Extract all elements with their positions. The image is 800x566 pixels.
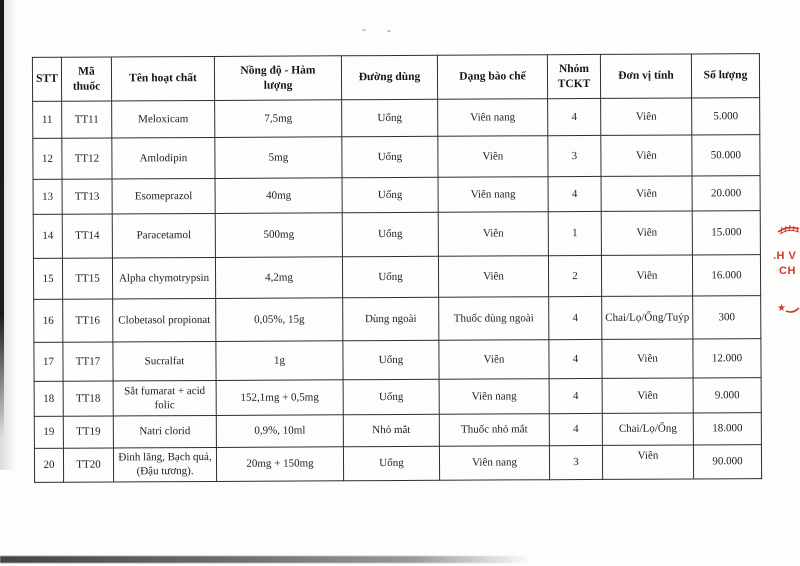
table-cell: Dùng ngoài xyxy=(343,297,439,341)
table-cell: 4 xyxy=(548,176,601,211)
table-cell: Uống xyxy=(343,379,439,415)
table-cell: Viên xyxy=(439,340,549,380)
table-cell: Uống xyxy=(342,212,438,257)
scan-edge-strip-bottom xyxy=(0,556,532,563)
table-cell: 90.000 xyxy=(693,445,761,479)
table-cell: Esomeprazol xyxy=(112,178,215,214)
table-cell: 14 xyxy=(33,214,62,258)
table-cell: 7,5mg xyxy=(215,100,342,138)
drug-table-container xyxy=(32,53,761,482)
table-cell: Amlodipin xyxy=(112,137,215,179)
table-cell: Clobetasol propionat xyxy=(113,298,216,342)
table-cell: Viên xyxy=(438,256,548,298)
table-cell: 0,05%, 15g xyxy=(216,298,343,342)
official-stamp-fragment xyxy=(771,220,800,320)
table-cell: 1 xyxy=(548,211,601,255)
column-header: Dạng bào chế xyxy=(437,55,547,100)
table-cell: 15.000 xyxy=(692,211,760,255)
table-cell: Viên nang xyxy=(438,177,548,213)
table-cell: Viên nang xyxy=(439,379,549,415)
table-cell: Natri clorid xyxy=(113,415,216,448)
table-row xyxy=(33,98,760,139)
drug-table xyxy=(32,53,762,482)
table-row xyxy=(34,378,761,417)
table-cell: 4 xyxy=(549,413,602,445)
table-cell: 16 xyxy=(34,299,63,342)
table-cell: Thuốc nhỏ mắt xyxy=(439,414,549,447)
table-cell: Uống xyxy=(342,256,438,298)
table-cell: TT15 xyxy=(62,258,112,299)
table-row xyxy=(33,211,760,259)
table-cell: 18.000 xyxy=(693,413,761,445)
stamp-text-line1: .H V xyxy=(773,250,797,262)
table-cell: 12 xyxy=(33,138,62,179)
table-cell: TT12 xyxy=(62,138,112,179)
table-cell: Viên xyxy=(602,445,693,479)
table-cell: Sucralfat xyxy=(113,341,216,381)
table-row xyxy=(33,255,760,300)
table-cell: Paracetamol xyxy=(112,213,215,258)
table-cell: Viên xyxy=(601,211,692,255)
table-cell: Viên xyxy=(438,212,548,257)
table-cell: 4 xyxy=(549,296,602,339)
table-cell: Viên nang xyxy=(439,446,549,480)
table-header-row xyxy=(32,54,759,102)
table-cell: Sắt fumarat + acid folic xyxy=(113,380,216,416)
table-cell: 50.000 xyxy=(692,135,760,176)
table-cell: Viên nang xyxy=(438,99,548,137)
table-cell: 15 xyxy=(33,258,62,299)
table-cell: 500mg xyxy=(215,213,342,258)
table-cell: Uống xyxy=(342,99,438,137)
scan-speck xyxy=(387,30,391,33)
table-cell: 300 xyxy=(693,296,761,339)
stamp-star-arc-icon xyxy=(777,298,800,316)
table-cell: 2 xyxy=(548,255,601,296)
star-icon: ★ xyxy=(777,303,786,314)
column-header: Số lượng xyxy=(691,54,759,98)
stamp-arc-hatch-icon xyxy=(777,223,800,235)
table-cell: 19 xyxy=(34,416,63,448)
table-cell: Chai/Lọ/Ống/Tuýp xyxy=(602,296,693,339)
table-cell: Thuốc dùng ngoài xyxy=(439,297,549,341)
table-cell: 4 xyxy=(549,378,602,413)
table-cell: Nhỏ mắt xyxy=(343,414,439,447)
table-cell: 20mg + 150mg xyxy=(216,447,343,481)
table-cell: Meloxicam xyxy=(112,100,215,138)
table-cell: TT11 xyxy=(62,101,112,138)
table-row xyxy=(33,135,760,180)
column-header: Đơn vị tính xyxy=(600,54,691,98)
column-header: Nhóm TCKT xyxy=(547,54,600,98)
table-cell: TT18 xyxy=(63,381,113,416)
stamp-text-line2: CH xyxy=(779,265,796,277)
table-cell: Viên xyxy=(601,255,692,296)
table-cell: Uống xyxy=(343,340,439,380)
table-cell: Viên xyxy=(438,136,548,178)
table-body xyxy=(33,98,762,482)
column-header: Tên hoạt chất xyxy=(111,56,214,101)
table-cell: 152,1mg + 0,5mg xyxy=(216,380,343,416)
table-cell: TT13 xyxy=(62,179,112,214)
table-cell: Uống xyxy=(342,177,438,213)
table-cell: 4 xyxy=(549,339,602,378)
table-cell: 9.000 xyxy=(693,378,761,413)
table-cell: Viên xyxy=(601,98,692,135)
table-cell: 5mg xyxy=(215,137,342,179)
table-row xyxy=(34,339,761,382)
table-cell: 3 xyxy=(548,135,601,176)
table-cell: Alpha chymotrypsin xyxy=(112,257,215,299)
table-cell: 5.000 xyxy=(692,98,760,135)
table-cell: 11 xyxy=(33,101,62,138)
table-cell: TT20 xyxy=(63,448,113,482)
scan-speck xyxy=(362,29,366,32)
scan-edge-strip-left xyxy=(0,0,4,438)
column-header: STT xyxy=(32,57,61,101)
column-header: Mã thuốc xyxy=(61,57,111,101)
table-cell: 13 xyxy=(33,179,62,214)
table-cell: Viên xyxy=(602,378,693,413)
table-cell: 40mg xyxy=(215,178,342,214)
table-cell: 1g xyxy=(216,341,343,381)
table-cell: TT14 xyxy=(62,214,112,258)
table-cell: Uống xyxy=(342,136,438,178)
table-cell: 20.000 xyxy=(692,176,760,211)
table-row xyxy=(34,445,761,482)
column-header: Nồng độ - Hàm lượng xyxy=(214,56,341,101)
table-cell: TT19 xyxy=(63,416,113,448)
table-cell: 20 xyxy=(34,448,63,482)
table-row xyxy=(33,176,760,215)
table-cell: 3 xyxy=(549,445,602,479)
table-cell: 12.000 xyxy=(693,339,761,378)
table-cell: TT16 xyxy=(63,299,113,342)
table-row xyxy=(34,413,761,449)
table-cell: 16.000 xyxy=(692,255,760,296)
table-cell: Uống xyxy=(343,446,439,480)
table-cell: Chai/Lọ/Ống xyxy=(602,413,693,445)
table-cell: TT17 xyxy=(63,342,113,381)
table-cell: Viên xyxy=(601,135,692,176)
table-cell: 0,9%, 10ml xyxy=(216,415,343,448)
column-header: Đường dùng xyxy=(341,55,437,100)
table-cell: Viên xyxy=(601,176,692,211)
table-cell: 18 xyxy=(34,381,63,416)
table-cell: Viên xyxy=(602,339,693,378)
table-cell: 4,2mg xyxy=(215,257,342,299)
table-cell: 4 xyxy=(548,98,601,135)
table-row xyxy=(34,296,761,343)
table-cell: 17 xyxy=(34,342,63,381)
table-cell: Đinh lăng, Bạch quả, (Đậu tương). xyxy=(113,447,216,481)
